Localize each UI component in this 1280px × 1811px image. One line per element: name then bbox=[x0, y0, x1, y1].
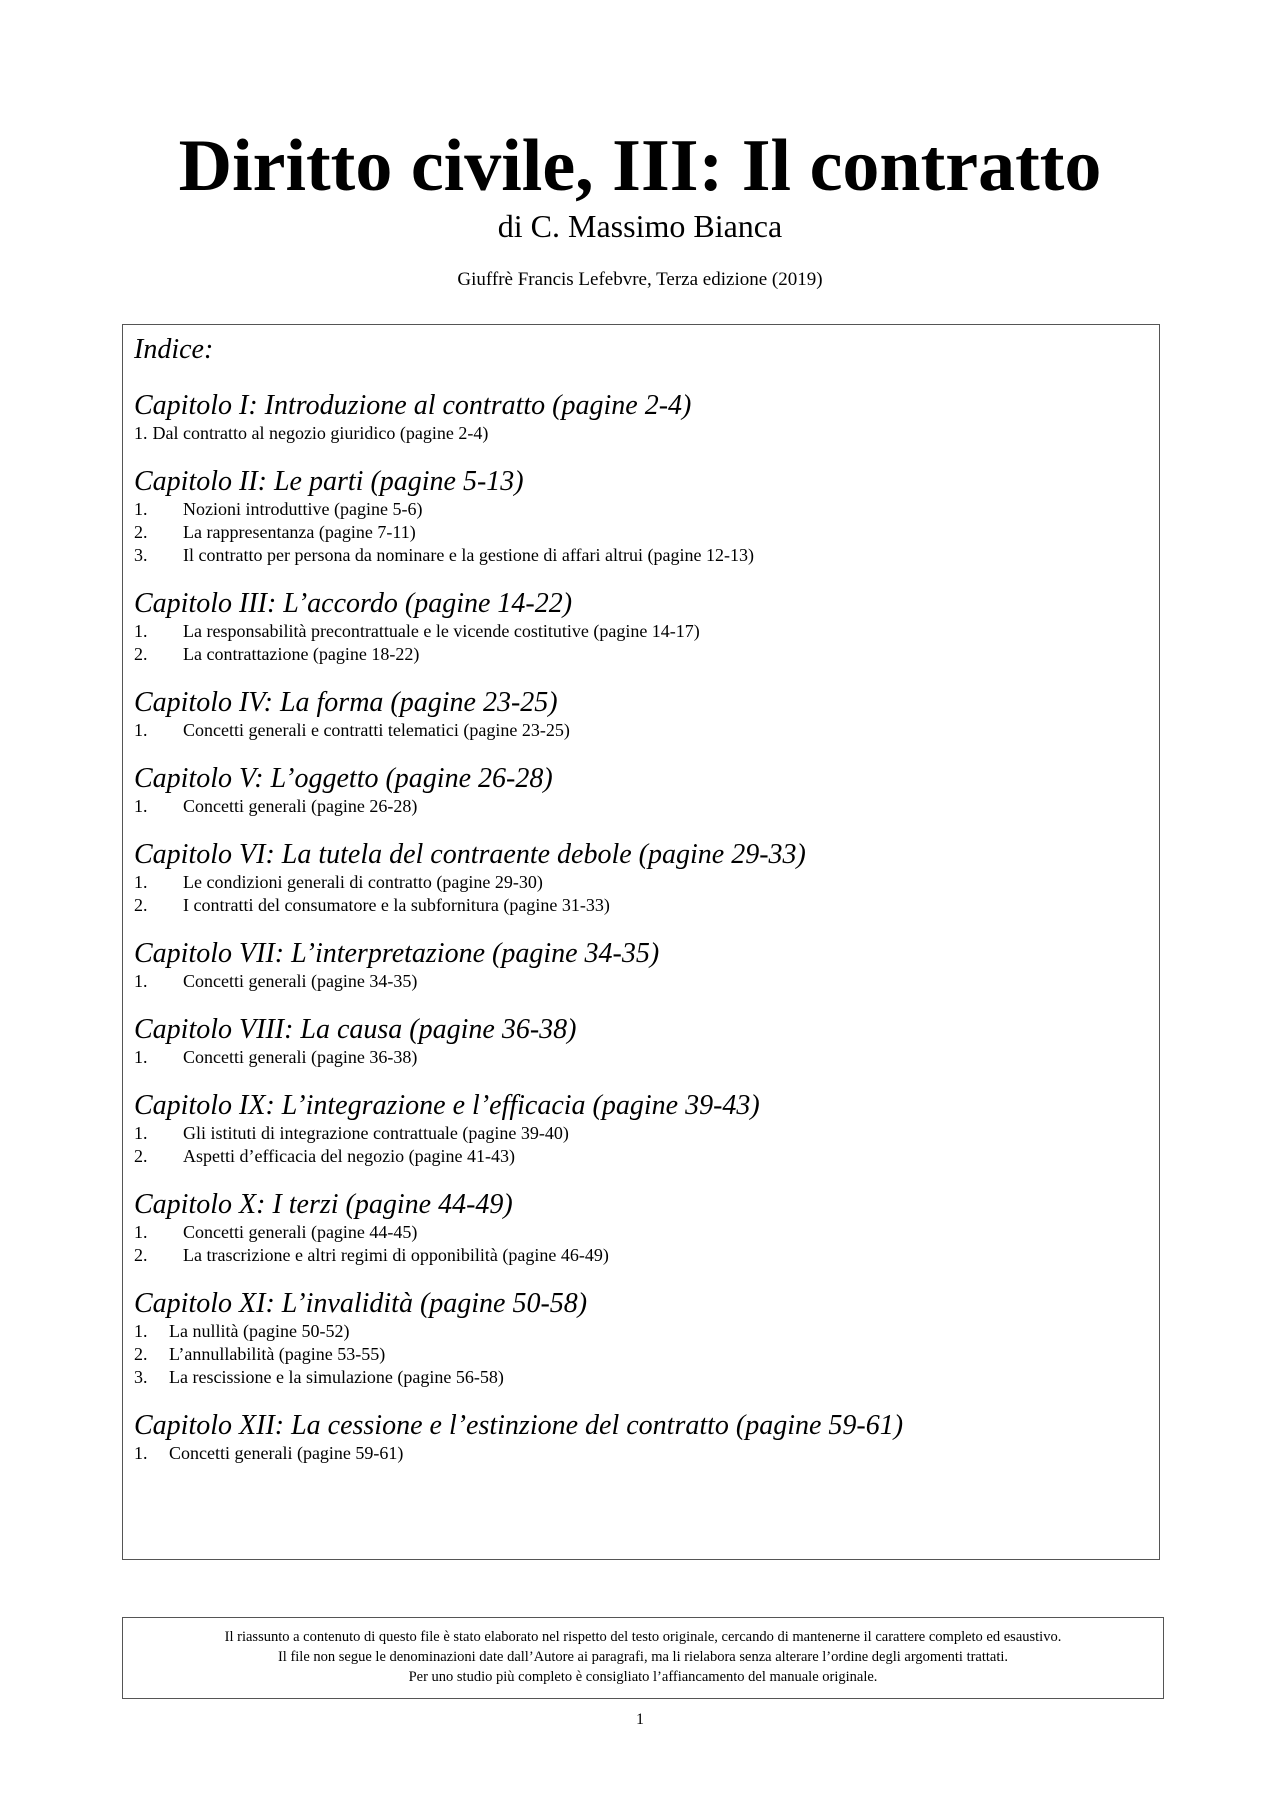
note-line: Il file non segue le denominazioni date dall’Autore ai paragrafi, ma li rielabora senza alterare l’ordine degli argomenti trattati. bbox=[277, 1649, 1009, 1665]
index-heading: Indice: bbox=[134, 334, 214, 365]
item-number: 3. bbox=[134, 545, 148, 565]
document-author: di C. Massimo Bianca bbox=[497, 208, 783, 244]
table-of-contents bbox=[122, 324, 1160, 1560]
item-text: Concetti generali (pagine 36-38) bbox=[183, 1047, 418, 1067]
list-item bbox=[134, 1343, 1159, 1366]
chapter-title: Capitolo I: Introduzione al contratto (pagine 2-4) bbox=[134, 390, 692, 421]
item-text: La trascrizione e altri regimi di opponibilità (pagine 46-49) bbox=[183, 1245, 609, 1265]
list-item bbox=[134, 719, 1159, 742]
item-number: 1. bbox=[134, 423, 148, 443]
chapter-items bbox=[134, 1442, 1159, 1465]
chapter-items bbox=[134, 498, 1159, 567]
chapter-section bbox=[134, 1409, 1159, 1465]
chapter-title: Capitolo VI: La tutela del contraente debole (pagine 29-33) bbox=[134, 839, 806, 870]
chapter-items bbox=[134, 719, 1159, 742]
item-number: 2. bbox=[134, 1245, 148, 1265]
item-text: La responsabilità precontrattuale e le vicende costitutive (pagine 14-17) bbox=[183, 621, 700, 641]
chapter-items bbox=[134, 1122, 1159, 1168]
item-number: 1. bbox=[134, 872, 148, 892]
chapter-section bbox=[134, 465, 1159, 567]
item-number: 1. bbox=[134, 499, 148, 519]
chapter-title: Capitolo IV: La forma (pagine 23-25) bbox=[134, 687, 558, 718]
item-number: 2. bbox=[134, 895, 148, 915]
item-number: 1. bbox=[134, 1222, 148, 1242]
note-line: Il riassunto a contenuto di questo file è stato elaborato nel rispetto del testo originale, cercando di mantenerne il carattere completo ed esaustivo. bbox=[224, 1629, 1062, 1645]
item-number: 1. bbox=[134, 1443, 148, 1463]
list-item bbox=[134, 1366, 1159, 1389]
chapter-items bbox=[134, 970, 1159, 993]
note-line: Per uno studio più completo è consigliato l’affiancamento del manuale originale. bbox=[408, 1669, 878, 1685]
chapter-title: Capitolo IX: L’integrazione e l’efficacia (pagine 39-43) bbox=[134, 1090, 760, 1121]
item-text: I contratti del consumatore e la subfornitura (pagine 31-33) bbox=[183, 895, 610, 915]
item-number: 2. bbox=[134, 1344, 148, 1364]
chapter-items bbox=[134, 1046, 1159, 1069]
disclaimer-note bbox=[122, 1617, 1164, 1699]
list-item bbox=[134, 1046, 1159, 1069]
item-text: La rappresentanza (pagine 7-11) bbox=[183, 522, 416, 542]
item-text: Nozioni introduttive (pagine 5-6) bbox=[183, 499, 423, 519]
chapter-items bbox=[134, 620, 1159, 666]
chapter-title: Capitolo II: Le parti (pagine 5-13) bbox=[134, 466, 524, 497]
chapter-items bbox=[134, 1320, 1159, 1389]
item-number: 1. bbox=[134, 720, 148, 740]
list-item bbox=[134, 1122, 1159, 1145]
chapter-section bbox=[134, 762, 1159, 818]
list-item bbox=[134, 620, 1159, 643]
item-text: Concetti generali e contratti telematici (pagine 23-25) bbox=[183, 720, 570, 740]
chapter-section bbox=[134, 937, 1159, 993]
list-item bbox=[134, 1145, 1159, 1168]
item-number: 3. bbox=[134, 1367, 148, 1387]
item-text: Gli istituti di integrazione contrattuale (pagine 39-40) bbox=[183, 1123, 569, 1143]
item-text: La contrattazione (pagine 18-22) bbox=[183, 644, 420, 664]
chapter-items bbox=[134, 1221, 1159, 1267]
item-text: Aspetti d’efficacia del negozio (pagine 41-43) bbox=[183, 1146, 516, 1166]
list-item bbox=[134, 970, 1159, 993]
item-number: 1. bbox=[134, 796, 148, 816]
chapter-title: Capitolo XII: La cessione e l’estinzione del contratto (pagine 59-61) bbox=[134, 1410, 904, 1441]
chapter-items bbox=[134, 795, 1159, 818]
list-item bbox=[134, 544, 1159, 567]
chapter-list bbox=[134, 389, 1159, 1465]
chapter-section bbox=[134, 389, 1159, 445]
list-item bbox=[134, 498, 1159, 521]
item-text: Concetti generali (pagine 34-35) bbox=[183, 971, 418, 991]
item-number: 1. bbox=[134, 1321, 148, 1341]
item-text: L’annullabilità (pagine 53-55) bbox=[169, 1344, 386, 1364]
item-number: 2. bbox=[134, 1146, 148, 1166]
chapter-items bbox=[134, 422, 1159, 445]
item-text: Concetti generali (pagine 59-61) bbox=[169, 1443, 404, 1463]
item-text: La nullità (pagine 50-52) bbox=[169, 1321, 350, 1341]
item-text: Concetti generali (pagine 44-45) bbox=[183, 1222, 418, 1242]
list-item bbox=[134, 1442, 1159, 1465]
document-publisher: Giuffrè Francis Lefebvre, Terza edizione (2019) bbox=[457, 269, 823, 290]
list-item bbox=[134, 871, 1159, 894]
chapter-section bbox=[134, 1089, 1159, 1168]
item-text: La rescissione e la simulazione (pagine 56-58) bbox=[169, 1367, 504, 1387]
chapter-title: Capitolo V: L’oggetto (pagine 26-28) bbox=[134, 763, 553, 794]
item-number: 1. bbox=[134, 1047, 148, 1067]
chapter-section bbox=[134, 1188, 1159, 1267]
list-item bbox=[134, 795, 1159, 818]
chapter-title: Capitolo VIII: La causa (pagine 36-38) bbox=[134, 1014, 577, 1045]
chapter-title: Capitolo VII: L’interpretazione (pagine 34-35) bbox=[134, 938, 660, 969]
chapter-title: Capitolo XI: L’invalidità (pagine 50-58) bbox=[134, 1288, 588, 1319]
chapter-title: Capitolo X: I terzi (pagine 44-49) bbox=[134, 1189, 513, 1220]
item-number: 2. bbox=[134, 644, 148, 664]
chapter-section bbox=[134, 838, 1159, 917]
list-item bbox=[134, 521, 1159, 544]
item-text: Il contratto per persona da nominare e la gestione di affari altrui (pagine 12-13) bbox=[183, 545, 754, 565]
list-item bbox=[134, 1320, 1159, 1343]
item-text: Concetti generali (pagine 26-28) bbox=[183, 796, 418, 816]
chapter-items bbox=[134, 871, 1159, 917]
list-item bbox=[134, 1221, 1159, 1244]
document-title: Diritto civile, III: Il contratto bbox=[178, 125, 1102, 207]
list-item bbox=[134, 422, 1159, 445]
item-number: 1. bbox=[134, 971, 148, 991]
chapter-section bbox=[134, 1287, 1159, 1389]
item-number: 1. bbox=[134, 1123, 148, 1143]
chapter-section bbox=[134, 1013, 1159, 1069]
chapter-section bbox=[134, 587, 1159, 666]
list-item bbox=[134, 643, 1159, 666]
item-number: 1. bbox=[134, 621, 148, 641]
list-item bbox=[134, 894, 1159, 917]
item-number: 2. bbox=[134, 522, 148, 542]
item-text: Dal contratto al negozio giuridico (pagine 2-4) bbox=[152, 423, 489, 443]
chapter-section bbox=[134, 686, 1159, 742]
page-number: 1 bbox=[636, 1711, 644, 1728]
chapter-title: Capitolo III: L’accordo (pagine 14-22) bbox=[134, 588, 573, 619]
list-item bbox=[134, 1244, 1159, 1267]
item-text: Le condizioni generali di contratto (pagine 29-30) bbox=[183, 872, 543, 892]
